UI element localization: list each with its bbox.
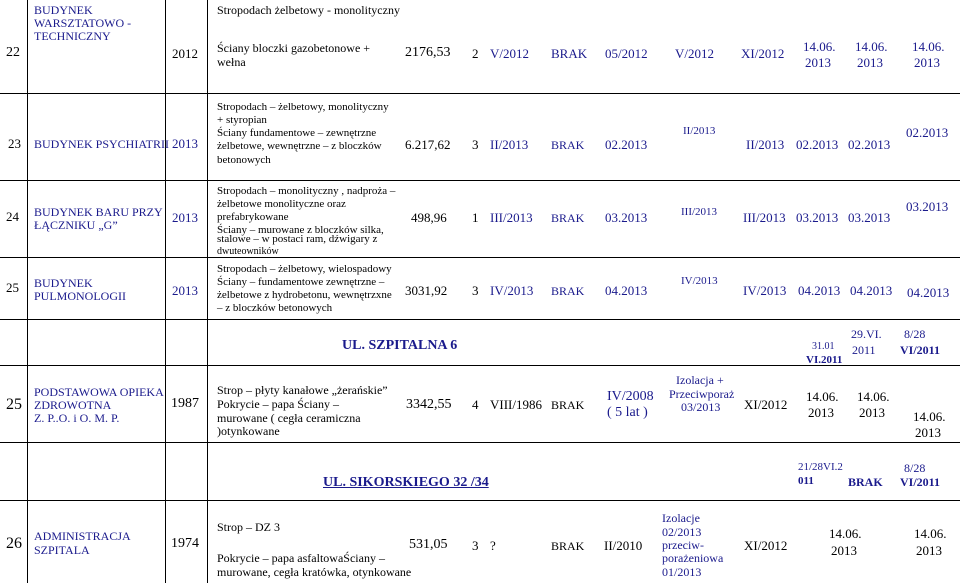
date: 02.2013 xyxy=(796,137,839,152)
value: II/2013 xyxy=(746,137,785,152)
description: + styropian xyxy=(217,114,267,126)
building-name: PODSTAWOWA OPIEKA xyxy=(34,385,164,399)
date: 14.06. xyxy=(913,409,946,424)
area: 6.217,62 xyxy=(405,137,451,152)
value: 02/2013 xyxy=(662,525,702,539)
value: porażeniowa xyxy=(662,551,724,565)
date: 02.2013 xyxy=(906,125,949,140)
value: III/2013 xyxy=(743,210,786,225)
value: IV/2013 xyxy=(490,283,534,298)
value: BRAK xyxy=(551,284,585,298)
value: BRAK xyxy=(551,211,585,225)
value: II/2013 xyxy=(490,137,529,152)
header-date: VI/2011 xyxy=(900,343,941,357)
description: murowane, cegła kratówka, otynkowane xyxy=(217,565,412,579)
value: 03.2013 xyxy=(605,210,648,225)
description: Ściany fundamentowe – zewnętrzne xyxy=(217,127,377,139)
value: ( 5 lat ) xyxy=(607,405,648,420)
date: 04.2013 xyxy=(798,283,841,298)
description: Pokrycie – papa asfaltowaŚciany – xyxy=(217,551,385,565)
description: Ściany bloczki gazobetonowe + xyxy=(217,41,371,55)
description: )otynkowane xyxy=(217,424,280,438)
value: 03/2013 xyxy=(681,400,721,414)
category: 3 xyxy=(472,538,479,553)
date: 03.2013 xyxy=(796,210,839,225)
street-heading: UL. SZPITALNA 6 xyxy=(342,338,458,353)
value: ? xyxy=(490,538,496,553)
category: 4 xyxy=(472,397,479,412)
building-name: SZPITALA xyxy=(34,543,90,557)
row-number: 24 xyxy=(6,209,19,224)
year: 1987 xyxy=(171,396,199,411)
year: 2012 xyxy=(172,46,198,61)
date: 14.06. xyxy=(912,39,945,54)
row-number: 25 xyxy=(6,280,19,295)
category: 2 xyxy=(472,46,479,61)
date: 04.2013 xyxy=(850,283,893,298)
description: wełna xyxy=(217,55,246,69)
column-divider xyxy=(165,0,166,583)
row-number: 25 xyxy=(6,396,22,413)
area: 3342,55 xyxy=(406,397,452,412)
description: – z bloczków betonowych xyxy=(217,302,333,314)
year: 2013 xyxy=(172,210,198,225)
building-name: ZDROWOTNA xyxy=(34,398,112,412)
date: 2013 xyxy=(914,55,940,70)
date: 2013 xyxy=(915,425,941,440)
value: IV/2008 xyxy=(607,389,654,404)
header-date: 29.VI. xyxy=(851,327,882,341)
area: 531,05 xyxy=(409,537,448,552)
value: 05/2012 xyxy=(605,46,648,61)
header-date: 21/28VI.2 xyxy=(798,461,843,473)
building-name: ŁĄCZNIKU „G” xyxy=(34,218,118,232)
description: Ściany – fundamentowe zewnętrzne – xyxy=(217,276,385,288)
description: dwuteowników xyxy=(217,246,279,257)
value: II/2013 xyxy=(683,125,716,137)
date: 03.2013 xyxy=(906,199,949,214)
value: 02.2013 xyxy=(605,137,648,152)
building-name: TECHNICZNY xyxy=(34,29,111,43)
description: Pokrycie – papa Ściany – xyxy=(217,397,339,411)
value: XI/2012 xyxy=(744,397,788,412)
date: 2013 xyxy=(831,543,857,558)
header-date: 8/28 xyxy=(904,461,926,475)
date: 14.06. xyxy=(803,39,836,54)
description: Stropodach – żelbetowy, wielospadowy xyxy=(217,263,392,275)
value: III/2013 xyxy=(490,210,533,225)
building-name: PULMONOLOGII xyxy=(34,289,126,303)
date: 2013 xyxy=(857,55,883,70)
header-date: VI/2011 xyxy=(900,475,941,489)
header-date: 011 xyxy=(798,475,814,487)
year: 2013 xyxy=(172,136,198,151)
value: Izolacja + xyxy=(676,373,724,387)
date: 2013 xyxy=(805,55,831,70)
description: Strop – płyty kanałowe „żerańskie” xyxy=(217,383,388,397)
date: 14.06. xyxy=(829,526,862,541)
value: IV/2013 xyxy=(681,275,718,287)
value: BRAK xyxy=(551,46,588,61)
value: III/2013 xyxy=(681,206,718,218)
date: 14.06. xyxy=(806,389,839,404)
description: żelbetowe z hydrobetonu, wewnętrzxne xyxy=(217,289,392,301)
row-divider xyxy=(0,257,960,258)
value: VIII/1986 xyxy=(490,397,542,412)
value: V/2012 xyxy=(490,46,529,61)
date: 02.2013 xyxy=(848,137,891,152)
description: Ściany – murowane z bloczków silka, xyxy=(217,224,384,236)
date: 14.06. xyxy=(857,389,890,404)
area: 2176,53 xyxy=(405,45,451,60)
building-name: ADMINISTRACJA xyxy=(34,529,131,543)
description: Stropodach żelbetowy - monolityczny xyxy=(217,3,400,17)
area: 3031,92 xyxy=(405,283,448,298)
row-divider xyxy=(0,93,960,94)
description: prefabrykowane xyxy=(217,211,289,223)
column-divider xyxy=(207,0,208,583)
header-date: BRAK xyxy=(848,475,883,489)
date: 2013 xyxy=(808,405,834,420)
row-number: 22 xyxy=(6,45,20,60)
category: 3 xyxy=(472,283,479,298)
value: V/2012 xyxy=(675,46,714,61)
row-divider xyxy=(0,500,960,501)
row-number: 26 xyxy=(6,535,22,552)
header-date: 2011 xyxy=(852,343,876,357)
row-divider xyxy=(0,180,960,181)
value: BRAK xyxy=(551,398,585,412)
value: 04.2013 xyxy=(605,283,648,298)
description: murowane ( cegła ceramiczna xyxy=(217,411,361,425)
value: Izolacje xyxy=(662,511,700,525)
building-name: BUDYNEK xyxy=(34,276,93,290)
value: IV/2013 xyxy=(743,283,787,298)
street-heading: UL. SIKORSKIEGO 32 /34 xyxy=(323,475,489,490)
column-divider xyxy=(27,0,28,583)
description: żelbetowe monolityczne oraz xyxy=(217,198,346,210)
value: II/2010 xyxy=(604,538,643,553)
year: 2013 xyxy=(172,283,198,298)
row-number: 23 xyxy=(8,136,21,151)
description: Stropodach – żelbetowy, monolityczny xyxy=(217,101,389,113)
year: 1974 xyxy=(171,536,199,551)
description: Stropodach – monolityczny , nadproża – xyxy=(217,185,396,197)
row-divider xyxy=(0,442,960,443)
value: 01/2013 xyxy=(662,565,702,579)
date: 04.2013 xyxy=(907,285,950,300)
building-name: BUDYNEK xyxy=(34,3,93,17)
building-name: WARSZTATOWO - xyxy=(34,16,132,30)
building-name: BUDYNEK BARU PRZY xyxy=(34,205,163,219)
description: stalowe – w postaci ram, dźwigary z xyxy=(217,233,378,245)
header-date: 8/28 xyxy=(904,327,926,341)
category: 1 xyxy=(472,210,479,225)
value: przeciw- xyxy=(662,538,704,552)
category: 3 xyxy=(472,137,479,152)
header-date: VI.2011 xyxy=(806,354,843,366)
building-name: Z. P..O. i O. M. P. xyxy=(34,411,120,425)
row-divider xyxy=(0,319,960,320)
description: żelbetowe, wewnętrzne – z bloczków xyxy=(217,140,382,152)
value: BRAK xyxy=(551,539,585,553)
value: Przeciwporaż xyxy=(669,387,735,401)
header-date: 31.01 xyxy=(812,341,835,352)
value: XI/2012 xyxy=(741,46,785,61)
building-name: BUDYNEK PSYCHIATRII xyxy=(34,137,170,151)
description: Strop – DZ 3 xyxy=(217,520,280,534)
area: 498,96 xyxy=(411,210,447,225)
date: 2013 xyxy=(916,543,942,558)
date: 03.2013 xyxy=(848,210,891,225)
date: 2013 xyxy=(859,405,885,420)
date: 14.06. xyxy=(855,39,888,54)
description: betonowych xyxy=(217,154,271,166)
date: 14.06. xyxy=(914,526,947,541)
value: BRAK xyxy=(551,138,585,152)
value: XI/2012 xyxy=(744,538,788,553)
